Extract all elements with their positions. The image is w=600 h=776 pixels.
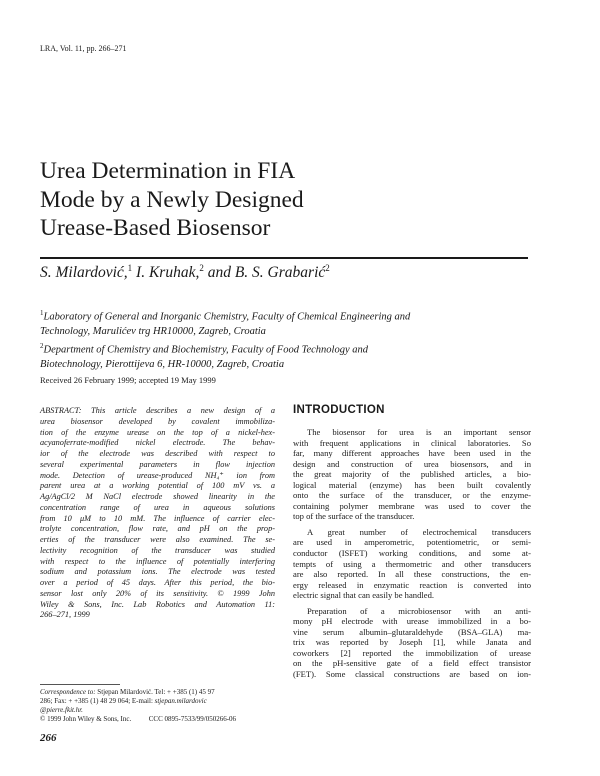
email-part-1: stjepan.milardovic [154,697,207,705]
affiliation-1-sup: 1 [40,309,44,317]
abstract-line: ABSTRACT: This article describes a new design of a [40,406,275,415]
footnote-line-2 [40,697,280,706]
abstract-line: tion of the enzyme urease on the top of a nickel-hex- [40,427,275,437]
correspondence-text: Stjepan Milardović. Tel: + +385 (1) 45 97 [95,688,215,696]
fax-text: 286; Fax: + +385 (1) 48 29 064; E-mail: [40,697,155,705]
author-2: I. Kruhak, [132,264,200,282]
introduction-line: coworkers [2] reported the immobilization of urease [293,647,531,658]
introduction-line: A great number of electrochemical transducers [307,526,531,537]
introduction-line: are also reported. In all these constructions, the en- [293,569,531,580]
abstract-line: from 10 μM to 10 mM. The influence of carrier elec- [40,513,275,523]
abstract-line: acyanoferrate-modified nickel electrode. The behav- [40,438,275,448]
abstract-line: ior of the electrode was described with respect to [40,449,275,458]
abstract-line: several experimental parameters in flow injection [40,459,275,469]
abstract [40,406,275,621]
introduction-line: mony pH electrode with urease immobilized in a bo- [293,616,531,627]
footnote-line-4: © 1999 John Wiley & Sons, Inc. CCC 0895-7533/99/050266-06 [40,715,237,723]
footnote [40,688,280,724]
affiliation-2-text: Department of Chemistry and Biochemistry, Faculty of Food Technology and [43,344,368,356]
abstract-line: trolyte concentration, flow rate, and pH on the prop- [40,524,275,534]
section-heading-introduction: INTRODUCTION [293,404,385,416]
introduction-line: electric signal that can easily be handled. [293,590,435,601]
article-title [40,157,520,243]
introduction-line: The biosensor for urea is an important sensor [307,427,531,437]
author-1-sup: 1 [127,263,133,273]
received-dates: Received 26 February 1999; accepted 19 May 1999 [40,375,216,385]
affiliation-1-line-1 [40,306,540,325]
introduction-line: Preparation of a microbiosensor with an anti- [307,605,531,616]
affiliations [40,306,540,372]
introduction-line: vine serum albumin–glutaraldehyde (BSA–GLA) ma- [293,626,531,637]
introduction-line: trix was reported by Joseph [1], while Janata and [293,637,531,648]
author-3: and B. S. Grabarić [203,264,326,282]
introduction-body [293,427,531,680]
abstract-line: urea biosensor developed by covalent immobiliza- [40,416,275,426]
title-rule [40,257,528,259]
introduction-line: on the pH-sensitive gate of a field effect transistor [293,658,531,669]
page-number: 266 [40,732,57,744]
affiliation-2-line-1 [40,339,540,358]
introduction-line: containing polymer membrane was used to cover the [293,500,531,511]
introduction-line: design and construction of urea biosensors, and in [293,458,531,469]
journal-reference: LRA, Vol. 11, pp. 266–271 [40,44,127,53]
abstract-line: with respect to the influence of potentially interfering [40,556,275,566]
abstract-line: 266–271, 1999 [40,610,90,620]
abstract-line: mode. Detection of urease-produced NH₄⁺ ion from [40,470,275,480]
author-2-sup: 2 [199,263,204,273]
correspondence-label: Correspondence to: [40,688,96,696]
author-1: S. Milardović, [40,264,128,282]
abstract-line: lectivity recognition of the transducer was studied [40,545,275,555]
email-part-2: @pierre.fkit.hr. [40,706,83,714]
abstract-line: sensor lost only 20% of its sensitivity. © 1999 John [40,588,275,598]
introduction-line: far, many different approaches have been used in the [293,448,531,459]
introduction-line: conductor (ISFET) working conditions, and some at- [293,548,531,559]
abstract-line: erties of the transducer were also examined. The se- [40,535,275,544]
author-3-sup: 2 [325,263,330,273]
introduction-line: ergy released in enzymatic reaction is converted into [293,579,531,590]
affiliation-2-line-2: Biotechnology, Pierottijeva 6, HR-10000, Zagreb, Croatia [40,358,285,370]
abstract-line: parent urea at a working potential of 100 mV vs. a [40,481,275,491]
affiliation-2-sup: 2 [40,341,44,350]
introduction-line: are used in amperometric, potentiometric, or semi- [293,537,531,548]
introduction-line: (FET). Some classical constructions are based on ion- [293,669,531,680]
footnote-rule [40,684,120,685]
introduction-line: top of the surface of the transducer. [293,511,415,522]
title-line-3: Urease-Based Biosensor [40,215,271,241]
abstract-line: concentration range of urea in aqueous solutions [40,502,275,512]
author-list [40,263,330,282]
affiliation-1-text: Laboratory of General and Inorganic Chemistry, Faculty of Chemical Engineering and [43,311,411,323]
abstract-line: over a period of 45 days. After this period, the bio- [40,578,275,587]
abstract-line: Ag/AgCl/2 M NaCl electrode showed linearity in the [40,492,275,501]
introduction-line: the great majority of the published articles, a bio- [293,469,531,480]
abstract-line: sodium and potassium ions. The electrode was tested [40,567,275,577]
affiliation-1-line-2: Technology, Marulićev trg HR10000, Zagreb, Croatia [40,325,266,337]
footnote-line-3 [40,706,280,715]
footnote-line-1 [40,688,280,697]
introduction-line: onto the surface of the transducer, or the enzyme- [293,490,531,501]
abstract-line: Wiley & Sons, Inc. Lab Robotics and Automation 11: [40,599,275,609]
title-line-2: Mode by a Newly Designed [40,186,304,213]
introduction-line: tempts of using a thermometric and other transducers [293,558,531,569]
title-line-1: Urea Determination in FIA [40,158,296,184]
introduction-line: with frequent applications in clinical laboratories. So [293,437,531,448]
introduction-line: logical material (enzyme) has been built covalently [293,479,531,490]
